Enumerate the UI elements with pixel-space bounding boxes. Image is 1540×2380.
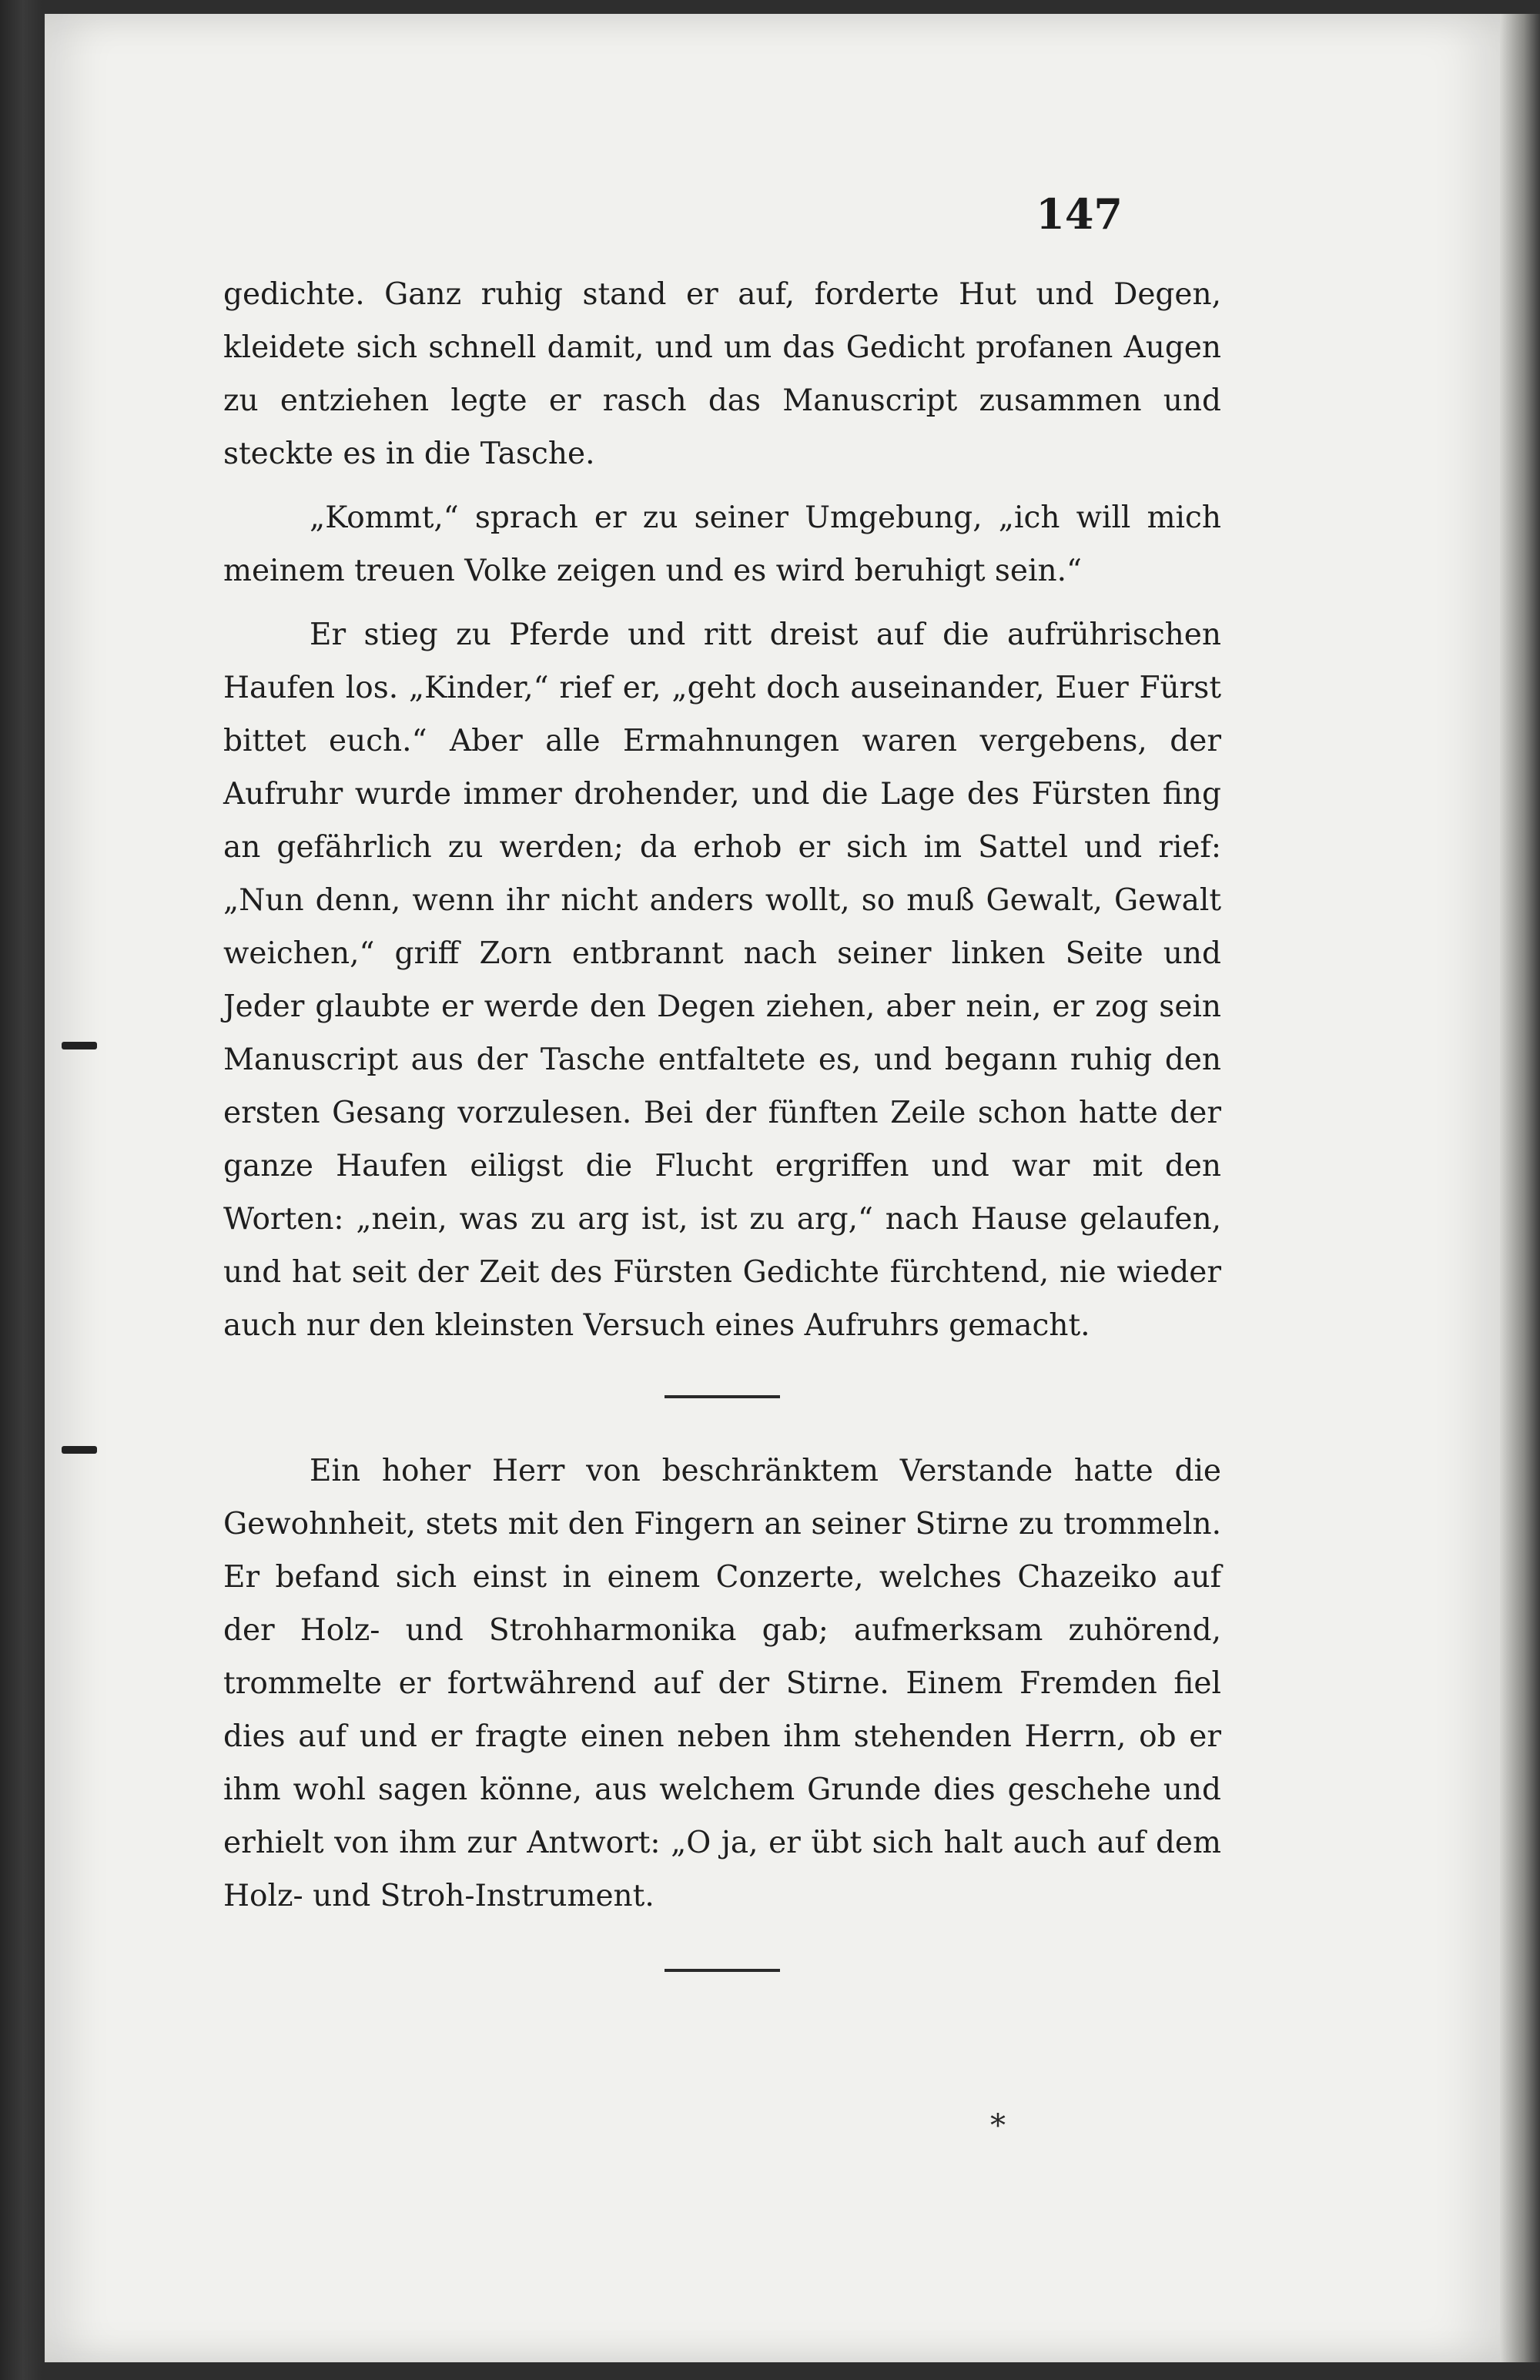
- paragraph: Ein hoher Herr von beschränktem Verstande hatte die Gewohnheit, stets mit den Fingern an seiner Stirne zu trommeln. Er befand sich einst in einem Conzerte, welches Chazeiko auf der Holz- und Strohharmonika gab; aufmerksam zuhörend, trommelte er fortwährend auf der Stirne. Einem Fremden fiel dies auf und er fragte einen neben ihm stehenden Herrn, ob er ihm wohl sagen könne, aus welchem Grunde dies geschehe und erhielt von ihm zur Antwort: „O ja, er übt sich halt auch auf dem Holz- und Stroh-Instrument.: [223, 1454, 1221, 1913]
- section-separator: [665, 1395, 780, 1398]
- book-page: [45, 14, 1500, 2362]
- footer-asterisk: *: [990, 2108, 1006, 2144]
- paragraph: Er stieg zu Pferde und ritt dreist auf die aufrührischen Haufen los. „Kinder,“ rief er, „geht doch auseinander, Euer Fürst bittet euch.“ Aber alle Ermahnungen waren vergebens, der Aufruhr wurde immer drohender, und die Lage des Fürsten fing an gefährlich zu werden; da erhob er sich im Sattel und rief: „Nun denn, wenn ihr nicht anders wollt, so muß Gewalt, Gewalt weichen,“ griff Zorn entbrannt nach seiner linken Seite und Jeder glaubte er werde den Degen ziehen, aber nein, er zog sein Manuscript aus der Tasche entfaltete es, und begann ruhig den ersten Gesang vorzulesen. Bei der fünften Zeile schon hatte der ganze Haufen eiligst die Flucht ergriffen und war mit den Worten: „nein, was zu arg ist, ist zu arg,“ nach Hause gelaufen, und hat seit der Zeit des Fürsten Gedichte fürchtend, nie wieder auch nur den kleinsten Versuch eines Aufruhrs gemacht.: [223, 618, 1221, 1343]
- binding-mark: [62, 1446, 97, 1454]
- paragraph: gedichte. Ganz ruhig stand er auf, forderte Hut und Degen, kleidete sich schnell damit, und um das Gedicht profanen Augen zu entziehen legte er rasch das Manuscript zusammen und steckte es in die Tasche.: [223, 277, 1221, 471]
- page-number: 147: [1036, 189, 1123, 239]
- body-text: [223, 268, 1221, 2018]
- section-separator: [665, 1969, 780, 1972]
- page-edge-shadow: [1500, 14, 1540, 2362]
- paragraph: „Kommt,“ sprach er zu seiner Umgebung, „ich will mich meinem treuen Volke zeigen und es wird beruhigt sein.“: [223, 500, 1221, 588]
- binding-mark: [62, 1042, 97, 1049]
